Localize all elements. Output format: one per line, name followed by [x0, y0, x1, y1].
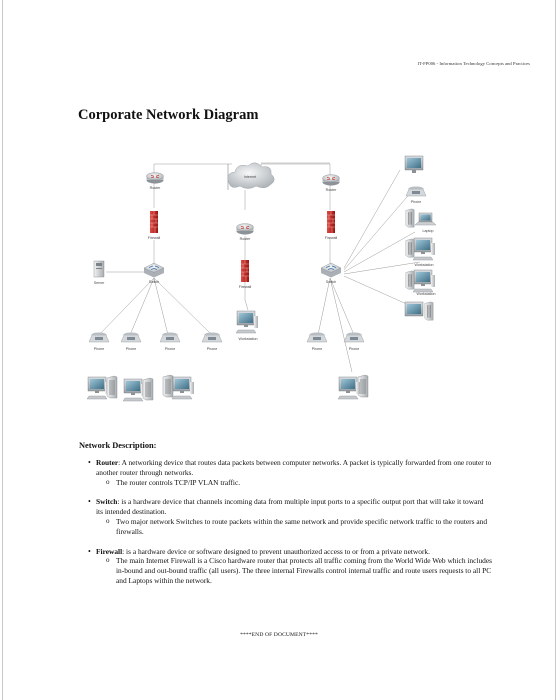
phone-5-icon — [307, 333, 327, 352]
firewall-right-label: Firewall — [324, 236, 338, 240]
page-title: Corporate Network Diagram — [78, 107, 259, 123]
laptop-icon — [406, 209, 436, 233]
workstation-mid-label: Workstation — [238, 337, 258, 341]
phone-top-label: Phone — [410, 200, 422, 204]
computer-1-icon — [87, 376, 117, 399]
internet-cloud-icon — [228, 163, 274, 189]
firewall-mid-icon — [239, 260, 252, 289]
end-of-document-note: ****END OF DOCUMENT**** — [240, 632, 318, 638]
internet-label: Internet — [243, 175, 257, 179]
workstation-r2-icon — [406, 270, 436, 296]
switch-right-label: Switch — [325, 280, 337, 284]
switch-sub-item: o Two major network Switches to route packets within the same network and provide specific network traffic to the routers and firewalls. — [116, 517, 492, 537]
phone-6-label: Phone — [348, 347, 360, 351]
workstation-r1-icon — [406, 238, 435, 267]
workstation-r2-label: Workstation — [416, 292, 436, 296]
document-header-reference: IT-FP006 - Information Technology Concepts and Practices — [417, 61, 530, 66]
router-right-icon — [323, 175, 340, 192]
computer-2-icon — [123, 378, 153, 401]
server-label: Server — [93, 281, 105, 285]
firewall-description-item — [96, 547, 492, 586]
computer-4-icon — [338, 375, 368, 399]
firewall-left-icon — [148, 211, 161, 240]
switch-term: Switch — [96, 497, 118, 507]
switch-description-item — [96, 497, 492, 536]
switch-left-label: Switch — [148, 280, 160, 284]
switch-left-icon — [144, 263, 164, 284]
workstation-r1-label: Workstation — [414, 263, 434, 267]
router-description-item — [96, 458, 492, 487]
network-description-heading: Network Description: — [79, 441, 157, 450]
router-sub-item: o The router controls TCP/IP VLAN traffic. — [116, 478, 492, 488]
phone-3-label: Phone — [164, 347, 176, 351]
firewall-left-label: Firewall — [147, 236, 161, 240]
workstation-mid-icon — [236, 311, 258, 341]
router-left-icon — [147, 173, 164, 190]
firewall-definition: : is a hardware device or software designed to prevent unauthorized access to or from a private network. — [122, 546, 430, 556]
phone-4-icon — [202, 333, 222, 352]
router-right-label: Router — [325, 188, 337, 192]
phone-2-icon — [121, 333, 141, 352]
firewall-term: Firewall — [96, 546, 123, 556]
router-definition: : A networking device that routes data packets between computer networks. A packet is typically forwarded from one router to another router through networks. — [96, 458, 492, 477]
router-mid-icon — [237, 224, 254, 241]
firewall-sub-item: o The main Internet Firewall is a Cisco hardware router that protects all traffic coming from the World Wide Web which includes in-bound and out-bound traffic (all users). The three internal Firewalls control internal traffic and route users requests to all PC and Laptops within the network. — [116, 556, 492, 585]
router-sub-list — [96, 478, 492, 488]
router-term: Router — [96, 458, 119, 467]
phone-3-icon — [160, 333, 180, 352]
monitor-bottom-right-icon — [405, 302, 433, 320]
phone-5-label: Phone — [311, 347, 323, 351]
firewall-sub-list — [96, 556, 492, 585]
router-left-label: Router — [149, 186, 161, 190]
phone-1-label: Phone — [93, 347, 105, 351]
phone-6-icon — [344, 333, 364, 352]
phone-4-label: Phone — [206, 347, 218, 351]
phone-top-icon — [406, 187, 426, 205]
switch-right-icon — [321, 263, 341, 284]
server-icon — [94, 261, 105, 285]
network-description-list — [96, 458, 492, 596]
firewall-mid-label: Firewall — [238, 285, 252, 289]
router-mid-label: Router — [239, 237, 251, 241]
switch-sub-list — [96, 517, 492, 537]
firewall-right-icon — [325, 211, 338, 240]
phone-2-label: Phone — [125, 347, 137, 351]
monitor-top-right-icon — [405, 156, 423, 173]
switch-definition: : is a hardware device that channels incoming data from multiple input ports to a specific output port that will take it toward its intended destination. — [96, 497, 484, 517]
laptop-label: Laptop — [422, 229, 434, 233]
computer-3-icon — [163, 375, 194, 399]
phone-1-icon — [89, 333, 109, 352]
